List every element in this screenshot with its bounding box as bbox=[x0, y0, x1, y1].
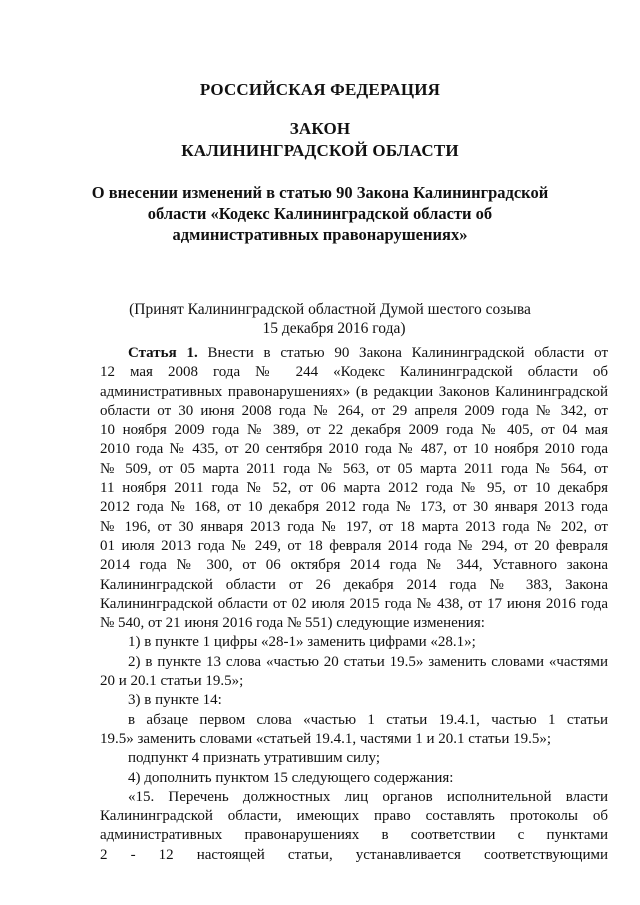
body-line: 20 и 20.1 статьи 19.5»; bbox=[100, 673, 244, 690]
body-line: в абзаце первом слова «частью 1 статьи 19.4.1, частью 1 статьи bbox=[128, 711, 608, 728]
body-line: 2010 года № 435, от 20 сентября 2010 года № 487, от 10 ноября 2010 года bbox=[100, 441, 608, 458]
law-title-line-1: О внесении изменений в статью 90 Закона Калининградской bbox=[91, 183, 549, 202]
body-line: № 196, от 30 января 2013 года № 197, от 18 марта 2013 года № 202, от bbox=[100, 518, 608, 535]
adoption-note-line-2: 15 декабря 2016 года) bbox=[262, 320, 406, 337]
law-heading: ЗАКОН bbox=[289, 119, 351, 138]
body-line: 3) в пункте 14: bbox=[128, 692, 222, 709]
body-line: 2014 года № 300, от 06 октября 2014 года № 344, Уставного закона bbox=[100, 557, 608, 574]
adoption-note-line-1: (Принят Калининградской областной Думой шестого созыва bbox=[129, 301, 531, 318]
law-title-line-2: области «Кодекс Калининградской области об bbox=[147, 204, 493, 223]
body-line: 2 - 12 настоящей статьи, устанавливается соответствующими bbox=[100, 846, 608, 863]
body-line: 10 ноября 2009 года № 389, от 22 декабря 2009 года № 405, от 04 мая bbox=[100, 422, 608, 439]
body-line: административных правонарушениях» (в редакции Законов Калининградской bbox=[100, 383, 608, 400]
body-line: подпункт 4 признать утратившим силу; bbox=[128, 750, 380, 767]
body-line: 01 июля 2013 года № 249, от 18 февраля 2014 года № 294, от 20 февраля bbox=[100, 537, 608, 554]
article-1-label: Статья 1. bbox=[128, 345, 198, 361]
body-line: 4) дополнить пунктом 15 следующего содержания: bbox=[128, 769, 454, 786]
body-line: 2) в пункте 13 слова «частью 20 статьи 19.5» заменить словами «частями bbox=[128, 653, 608, 670]
region-heading: КАЛИНИНГРАДСКОЙ ОБЛАСТИ bbox=[181, 141, 459, 160]
body-line: 2012 года № 168, от 10 декабря 2012 года № 173, от 30 января 2013 года bbox=[100, 499, 608, 516]
federation-heading: РОССИЙСКАЯ ФЕДЕРАЦИЯ bbox=[199, 80, 441, 99]
body-line: «15. Перечень должностных лиц органов исполнительной власти bbox=[128, 788, 608, 805]
body-line: административных правонарушениях в соответствии с пунктами bbox=[100, 827, 608, 844]
body-line: Калининградской области, имеющих право составлять протоколы об bbox=[100, 808, 608, 825]
body-line: 11 ноября 2011 года № 52, от 06 марта 2012 года № 95, от 10 декабря bbox=[100, 480, 608, 497]
law-title-line-3: административных правонарушениях» bbox=[172, 225, 468, 244]
body-line: Статья 1. Внести в статью 90 Закона Калининградской области от bbox=[128, 345, 608, 361]
body-line: области от 30 июня 2008 года № 264, от 29 апреля 2009 года № 342, от bbox=[100, 402, 608, 419]
body-line: 12 мая 2008 года № 244 «Кодекс Калининградской области об bbox=[100, 364, 608, 381]
body-line: № 540, от 21 июня 2016 года № 551) следующие изменения: bbox=[100, 615, 485, 632]
body-line: № 509, от 05 марта 2011 года № 563, от 05 марта 2011 года № 564, от bbox=[100, 460, 608, 477]
article-1-body bbox=[100, 344, 608, 865]
body-line: Калининградской области от 26 декабря 2014 года № 383, Закона bbox=[100, 576, 608, 593]
body-line: Калининградской области от 02 июля 2015 года № 438, от 17 июня 2016 года bbox=[100, 595, 608, 612]
body-line: 19.5» заменить словами «статьей 19.4.1, частями 1 и 20.1 статьи 19.5»; bbox=[100, 730, 552, 747]
body-line: 1) в пункте 1 цифры «28-1» заменить цифрами «28.1»; bbox=[128, 634, 476, 651]
